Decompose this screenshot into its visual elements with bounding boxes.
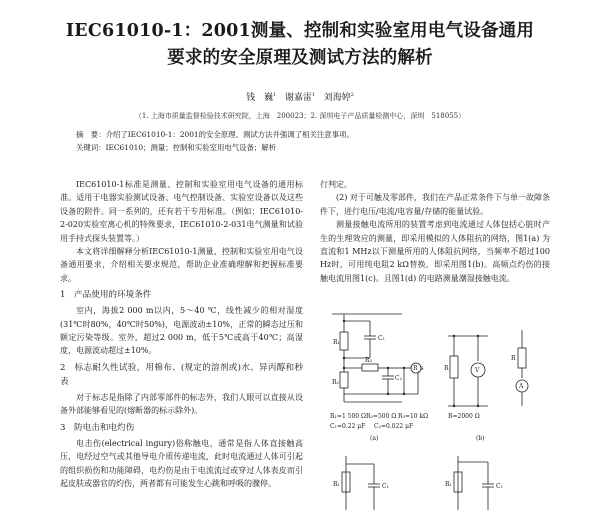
label-c2: C₂ [395, 375, 402, 382]
label-r3: R₃ [365, 357, 372, 364]
value-rb: R=2000 Ω [448, 413, 480, 420]
figure-1-circuits [318, 306, 550, 510]
value-r2: R₂=500 Ω [366, 413, 397, 420]
left-column [60, 178, 303, 490]
affiliation: （1. 上海市质量监督检验技术研究院，上海 200023；2. 深圳电子产品质量检测中心，深圳 518055） [134, 112, 466, 120]
label-a-meter: A [519, 383, 524, 390]
paragraph: 行判定。 [320, 180, 352, 189]
abstract-label: 摘 要： [76, 130, 106, 139]
keywords-label: 关键词： [76, 143, 106, 152]
label-r-lower-2: R₁ [445, 481, 452, 488]
author-2-sup: 1 [311, 92, 316, 98]
keywords-line [76, 141, 536, 154]
author-1: 钱 巍 [246, 93, 274, 103]
abstract-text: 介绍了IEC61010-1：2001的安全原理、测试方法并强调了相关注意事项。 [105, 130, 354, 139]
author-3: 刘海婷 [323, 93, 351, 103]
title-line-1: IEC61010-1：2001测量、控制和实验室用电气设备通用 [65, 21, 535, 41]
value-r1: R₁=1 500 Ω [330, 413, 367, 420]
caption-b: (b) [476, 435, 485, 442]
paper-title [40, 18, 560, 72]
title-line-2: 要求的安全原理及测试方法的解析 [167, 48, 433, 68]
label-v-meter: V [475, 367, 480, 374]
label-c-lower-1: C₁ [382, 483, 389, 490]
label-r2: R₂ [332, 379, 339, 386]
label-c-lower-2: C₁ [496, 483, 503, 490]
paragraph: 对于标志是指除了内部零部件的标志外，我们人眼可以直接从设备外部能够看见的(熔断器的标示除外)。 [60, 392, 303, 416]
value-c1: C₁=0.22 μF [330, 423, 366, 430]
label-r-lower-1: R₁ [333, 481, 340, 488]
author-3-sup: 2 [350, 92, 354, 98]
paragraph: (2) 对于可触及零部件，我们在产品正常条件下与单一故障条件下，进行电压/电流/电容量/存储的能量试验。 [320, 193, 550, 216]
abstract-block [76, 128, 536, 154]
paragraph: IEC61010-1标准是测量、控制和实验室用电气设备的通用标准。适用于电器实验测试设备、电气控制设备、实验室设备以及这些设备的附件。同一系列的，还有若干专用标准。（例如：IEC61010-2-020实验室离心机的特殊要求，IEC61010-2-031电气测量和试验用手持式探头装置等。） [60, 180, 303, 243]
label-rs: R_s [413, 365, 424, 372]
label-r-c: R [511, 355, 516, 362]
caption-a: (a) [370, 435, 379, 442]
label-c1: C₁ [378, 335, 385, 342]
label-r-b: R [444, 365, 449, 372]
keywords-text: IEC61010；测量；控制和实验室用电气设备；解析 [105, 143, 277, 152]
section-heading-2: 2 标志耐久性试验，用棉布、(规定的溶剂或)水、异丙醇和秒表 [60, 362, 303, 387]
value-c2: C₂=0.022 μF [374, 423, 414, 430]
abstract-line [76, 128, 536, 141]
author-2: 谢嘉雷 [284, 93, 312, 103]
right-column [320, 178, 550, 285]
paragraph: 电击伤(electrical ingury)俗称触电，通常是指人体直接触高压，电经过空气或其他导电介质传递电流，此时电流通过人体可引起的组织损伤和功能障碍，电灼伤是由于电流流过或穿过人体表皮而引起皮肤或器官的灼伤，两者都有可能发生心跳和呼吸的骤停。 [60, 438, 303, 488]
section-heading-1: 1 产品使用的环境条件 [60, 290, 152, 301]
author-1-sup: 1 [273, 92, 277, 98]
label-r1: R₁ [333, 339, 340, 346]
section-heading-3: 3 防电击和电灼伤 [60, 422, 135, 433]
author-list [0, 90, 600, 103]
paragraph: 室内，海拔2 000 m以内，5～40 ℃，线性减少的相对湿度(31℃时80%，40℃时50%)，电源波动±10%，正常的瞬态过压和额定污染等级。室外，超过2 000 m，低于5℃或高于40℃；高湿度，电源波动超过±10%。 [60, 306, 303, 356]
paragraph: 本文将详细解释分析IEC61010-1测量、控制和实验室用电气设备通用要求，介绍相关要求规范，帮助企业准确理解和把握标准要求。 [60, 247, 303, 283]
paragraph: 测量接触电流所用的装置考虑到电流通过人体包括心脏时产生的生理效应的测量，即采用模拟的人体阻抗的网络，图1(a) 为直流和1 MHz以下测量所用的人体阻抗网络，当频率不超过100 Hz时，可用纯电阻2 kΩ替换，即采用图1(b)。高频点灼伤的接触电流用图1(c)。且图1(d) 的电路测量潮湿接触电流。 [320, 220, 550, 283]
value-r3: R₃=10 kΩ [398, 413, 429, 420]
